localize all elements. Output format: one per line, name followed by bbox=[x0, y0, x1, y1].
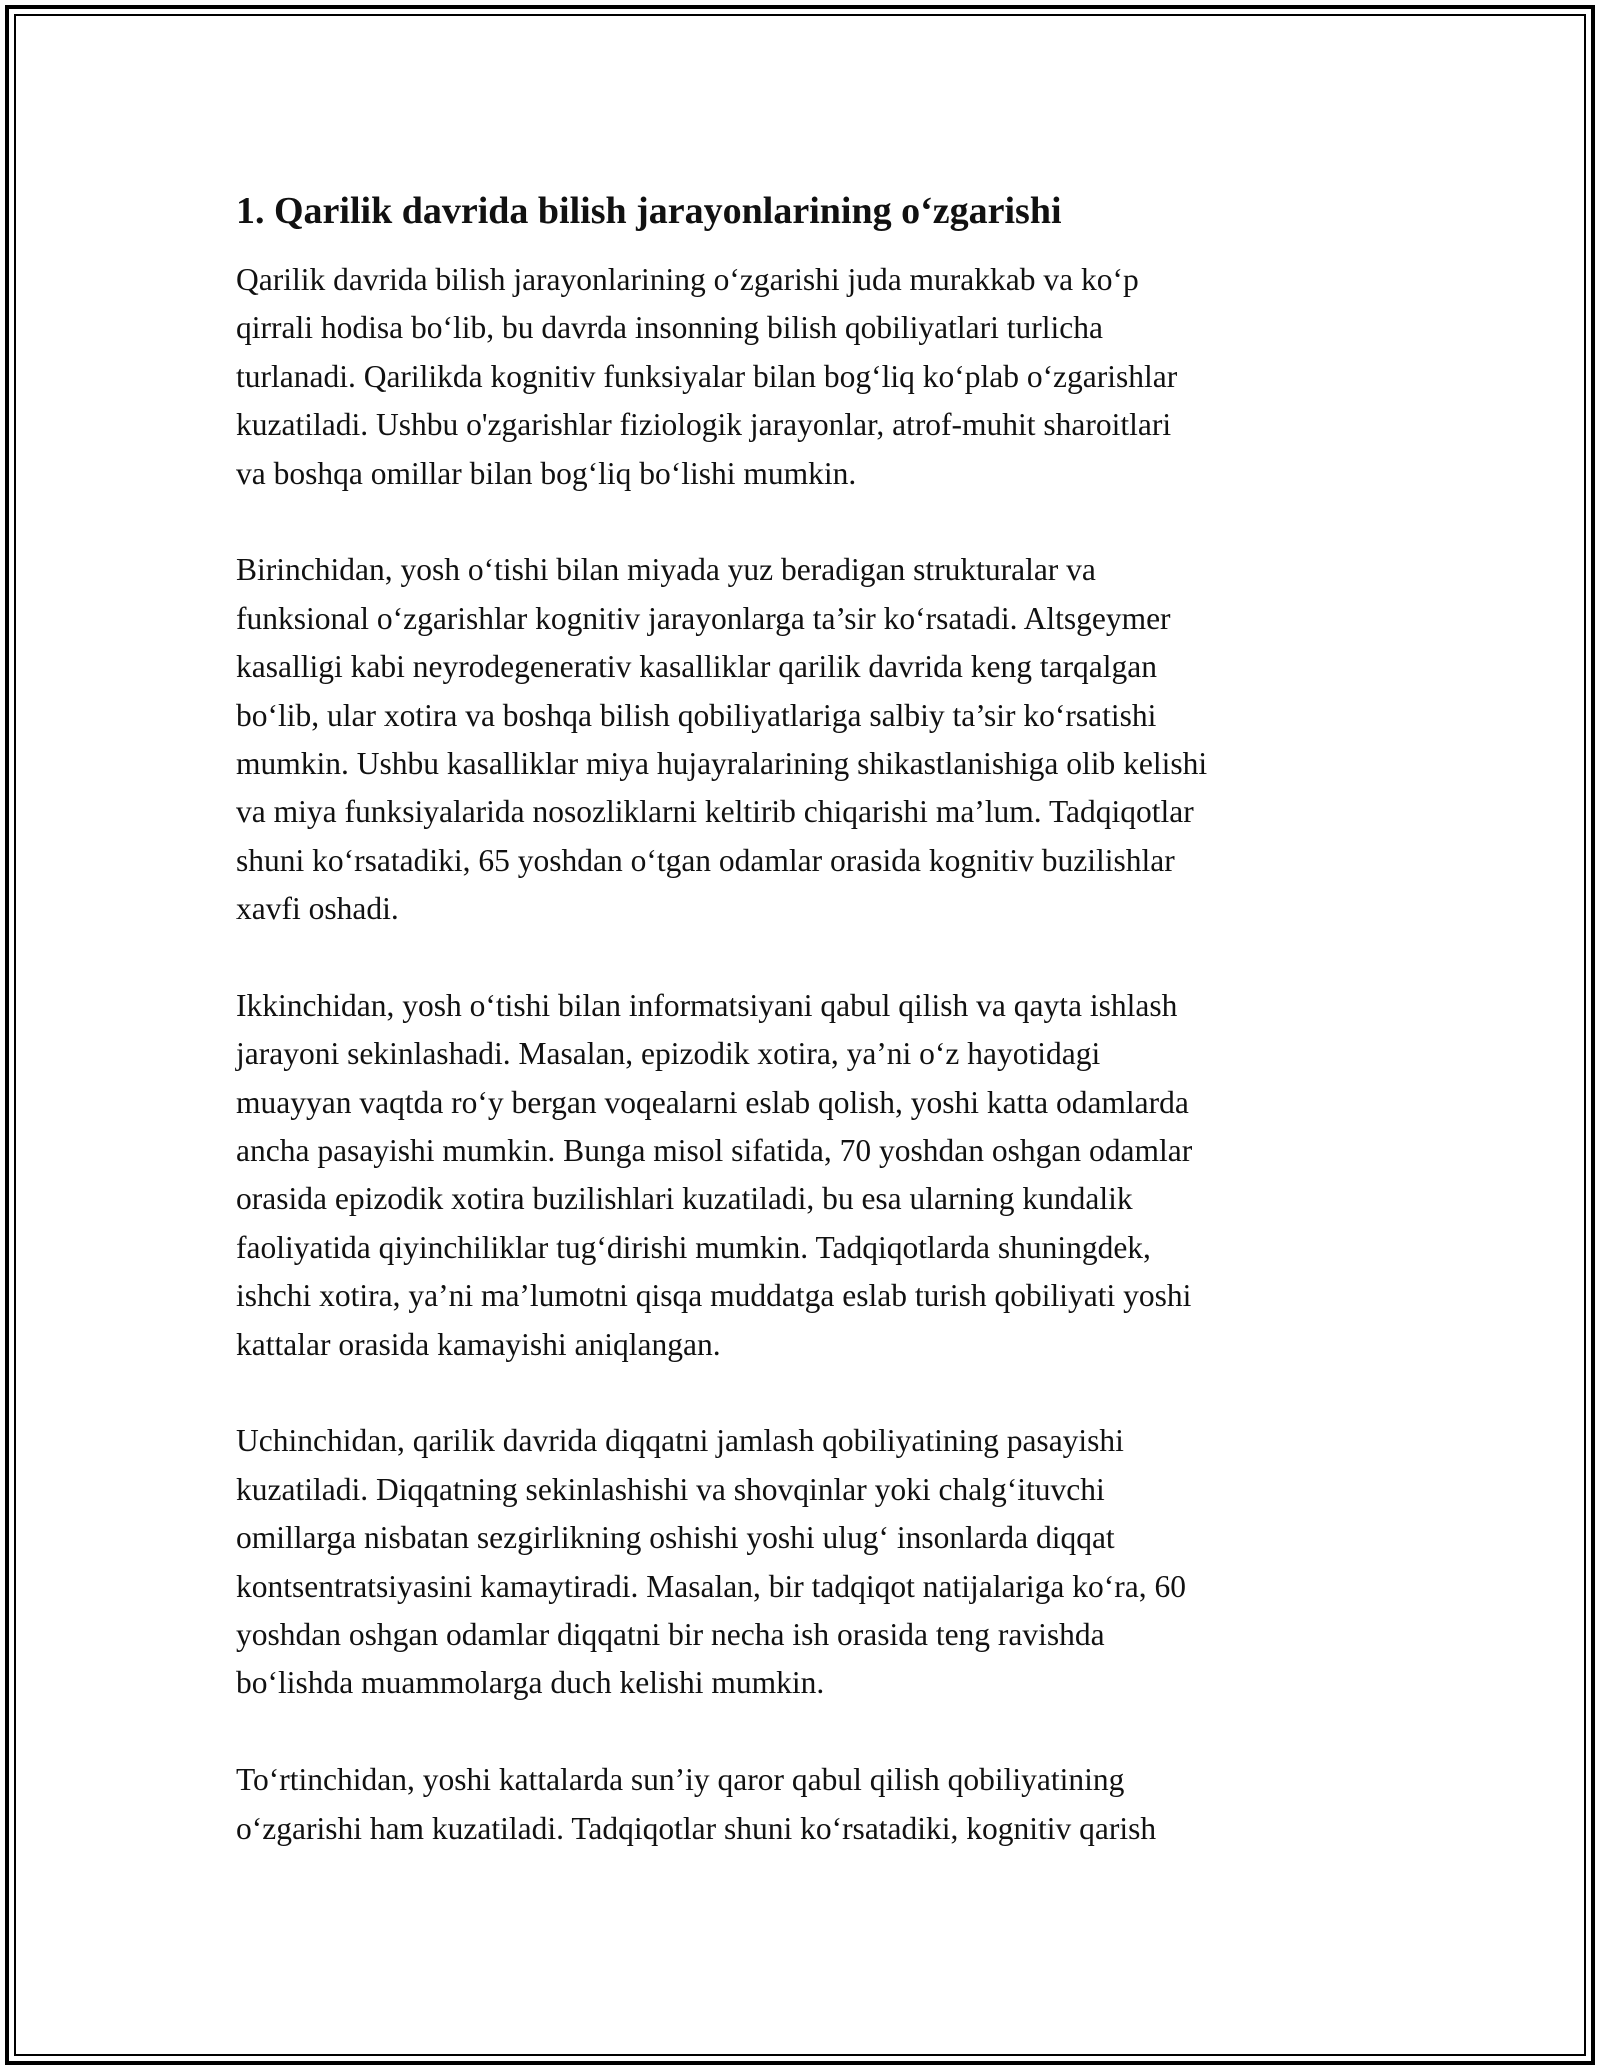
paragraph-line: Uchinchidan, qarilik davrida diqqatni jamlash qobiliyatining pasayishi bbox=[236, 1423, 1124, 1459]
paragraph-1 bbox=[236, 256, 1386, 498]
paragraph-line: ancha pasayishi mumkin. Bunga misol sifatida, 70 yoshdan oshgan odamlar bbox=[236, 1133, 1193, 1169]
paragraph-line: kontsentratsiyasini kamaytiradi. Masalan, bir tadqiqot natijalariga ko‘ra, 60 bbox=[236, 1568, 1186, 1604]
paragraph-line: shuni ko‘rsatadiki, 65 yoshdan o‘tgan odamlar orasida kognitiv buzilishlar bbox=[236, 842, 1175, 878]
paragraph-line: xavfi oshadi. bbox=[236, 891, 399, 927]
paragraph-line: yoshdan oshgan odamlar diqqatni bir necha ish orasida teng ravishda bbox=[236, 1616, 1105, 1652]
paragraph-4 bbox=[236, 1417, 1386, 1707]
paragraph-line: bo‘lib, ular xotira va boshqa bilish qobiliyatlariga salbiy ta’sir ko‘rsatishi bbox=[236, 697, 1157, 733]
paragraph-line: faoliyatida qiyinchiliklar tug‘dirishi mumkin. Tadqiqotlarda shuningdek, bbox=[236, 1229, 1151, 1265]
paragraph-line: Birinchidan, yosh o‘tishi bilan miyada yuz beradigan strukturalar va bbox=[236, 552, 1096, 588]
paragraph-line: funksional o‘zgarishlar kognitiv jarayonlarga ta’sir ko‘rsatadi. Altsgeymer bbox=[236, 600, 1171, 636]
paragraph-3 bbox=[236, 982, 1386, 1369]
document-body bbox=[236, 186, 1386, 1901]
paragraph-line: kuzatiladi. Ushbu o'zgarishlar fiziologik jarayonlar, atrof-muhit sharoitlari bbox=[236, 407, 1172, 443]
paragraph-line: orasida epizodik xotira buzilishlari kuzatiladi, bu esa ularning kundalik bbox=[236, 1181, 1133, 1217]
paragraph-line: va miya funksiyalarida nosozliklarni keltirib chiqarishi ma’lum. Tadqiqotlar bbox=[236, 794, 1194, 830]
paragraph-line: To‘rtinchidan, yoshi kattalarda sun’iy qaror qabul qilish qobiliyatining bbox=[236, 1762, 1125, 1798]
paragraph-line: Qarilik davrida bilish jarayonlarining o‘zgarishi juda murakkab va ko‘p bbox=[236, 262, 1139, 297]
paragraph-line: kattalar orasida kamayishi aniqlangan. bbox=[236, 1326, 721, 1362]
paragraph-line: omillarga nisbatan sezgirlikning oshishi yoshi ulug‘ insonlarda diqqat bbox=[236, 1520, 1115, 1556]
paragraph-line: kuzatiladi. Diqqatning sekinlashishi va shovqinlar yoki chalg‘ituvchi bbox=[236, 1471, 1105, 1507]
paragraph-line: o‘zgarishi ham kuzatiladi. Tadqiqotlar shuni ko‘rsatadiki, kognitiv qarish bbox=[236, 1810, 1157, 1846]
paragraph-line: muayyan vaqtda ro‘y bergan voqealarni eslab qolish, yoshi katta odamlarda bbox=[236, 1084, 1189, 1120]
paragraph-line: ishchi xotira, ya’ni ma’lumotni qisqa muddatga eslab turish qobiliyati yoshi bbox=[236, 1278, 1192, 1314]
paragraph-5 bbox=[236, 1756, 1386, 1853]
paragraph-line: bo‘lishda muammolarga duch kelishi mumkin. bbox=[236, 1665, 825, 1701]
paragraph-line: mumkin. Ushbu kasalliklar miya hujayralarining shikastlanishiga olib kelishi bbox=[236, 745, 1208, 781]
paragraph-line: turlanadi. Qarilikda kognitiv funksiyalar bilan bog‘liq ko‘plab o‘zgarishlar bbox=[236, 358, 1178, 394]
paragraph-line: qirrali hodisa bo‘lib, bu davrda insonning bilish qobiliyatlari turlicha bbox=[236, 310, 1103, 346]
paragraph-line: Ikkinchidan, yosh o‘tishi bilan informatsiyani qabul qilish va qayta ishlash bbox=[236, 987, 1178, 1023]
paragraph-line: kasalligi kabi neyrodegenerativ kasalliklar qarilik davrida keng tarqalgan bbox=[236, 649, 1158, 685]
paragraph-line: jarayoni sekinlashadi. Masalan, epizodik xotira, ya’ni o‘z hayotidagi bbox=[236, 1036, 1101, 1072]
paragraph-2 bbox=[236, 546, 1386, 933]
section-heading: 1. Qarilik davrida bilish jarayonlarining o‘zgarishi bbox=[236, 190, 1062, 232]
paragraph-line: va boshqa omillar bilan bog‘liq bo‘lishi mumkin. bbox=[236, 455, 857, 491]
